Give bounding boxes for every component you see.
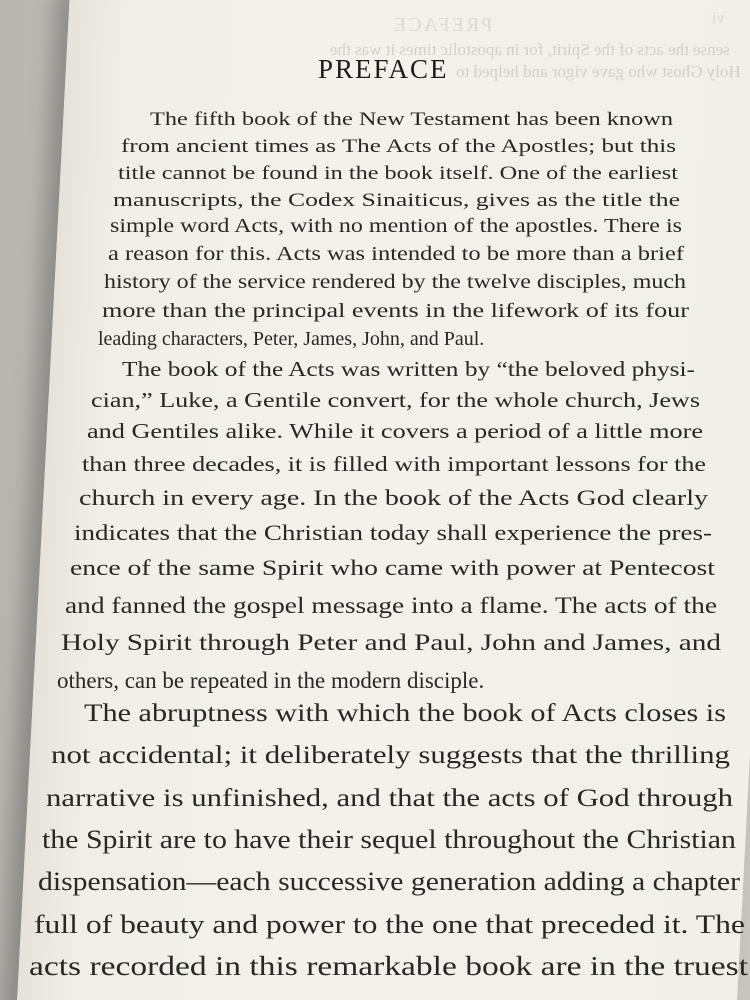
text-line: a reason for this. Acts was intended to be more than a brief: [108, 244, 684, 265]
text-line: church in every age. In the book of the Acts God clearly: [79, 485, 709, 510]
text-line: full of beauty and power to the one that preceded it. The: [34, 909, 745, 939]
text-line: simple word Acts, with no mention of the apostles. There is: [110, 216, 683, 237]
text-line: cian,” Luke, a Gentile convert, for the whole church, Jews: [91, 388, 700, 412]
text-line: leading characters, Peter, James, John, and Paul.: [98, 328, 485, 350]
text-line: and Gentiles alike. While it covers a period of a little more: [87, 419, 703, 443]
text-line: acts recorded in this remarkable book are in the truest: [29, 951, 749, 981]
text-line: from ancient times as The Acts of the Apostles; but this: [121, 136, 676, 157]
text-line: Holy Spirit through Peter and Paul, John and James, and: [61, 630, 722, 655]
text-line: narrative is unfinished, and that the acts of God through: [46, 783, 733, 812]
text-line: ence of the same Spirit who came with power at Pentecost: [70, 555, 715, 580]
text-line: title cannot be found in the book itself. One of the earliest: [118, 163, 678, 184]
text-line: indicates that the Christian today shall experience the pres-: [74, 520, 712, 545]
text-line: history of the service rendered by the twelve disciples, much: [104, 272, 687, 293]
text-line: than three decades, it is filled with important lessons for the: [82, 452, 707, 476]
text-line: The fifth book of the New Testament has been known: [150, 109, 673, 130]
text-line: more than the principal events in the lifework of its four: [102, 300, 689, 322]
text-line: The book of the Acts was written by “the beloved physi-: [122, 357, 696, 381]
page-title: PREFACE: [318, 54, 449, 84]
text-line: dispensation—each successive generation adding a chapter: [38, 867, 741, 896]
text-line: the Spirit are to have their sequel throughout the Christian: [42, 825, 737, 854]
text-line: The abruptness with which the book of Acts closes is: [84, 700, 726, 727]
text-line: manuscripts, the Codex Sinaiticus, gives as the title the: [113, 190, 681, 211]
text-line: others, can be repeated in the modern disciple.: [57, 668, 485, 693]
text-line: not accidental; it deliberately suggests that the thrilling: [51, 742, 730, 769]
text-line: and fanned the gospel message into a flame. The acts of the: [65, 593, 717, 618]
